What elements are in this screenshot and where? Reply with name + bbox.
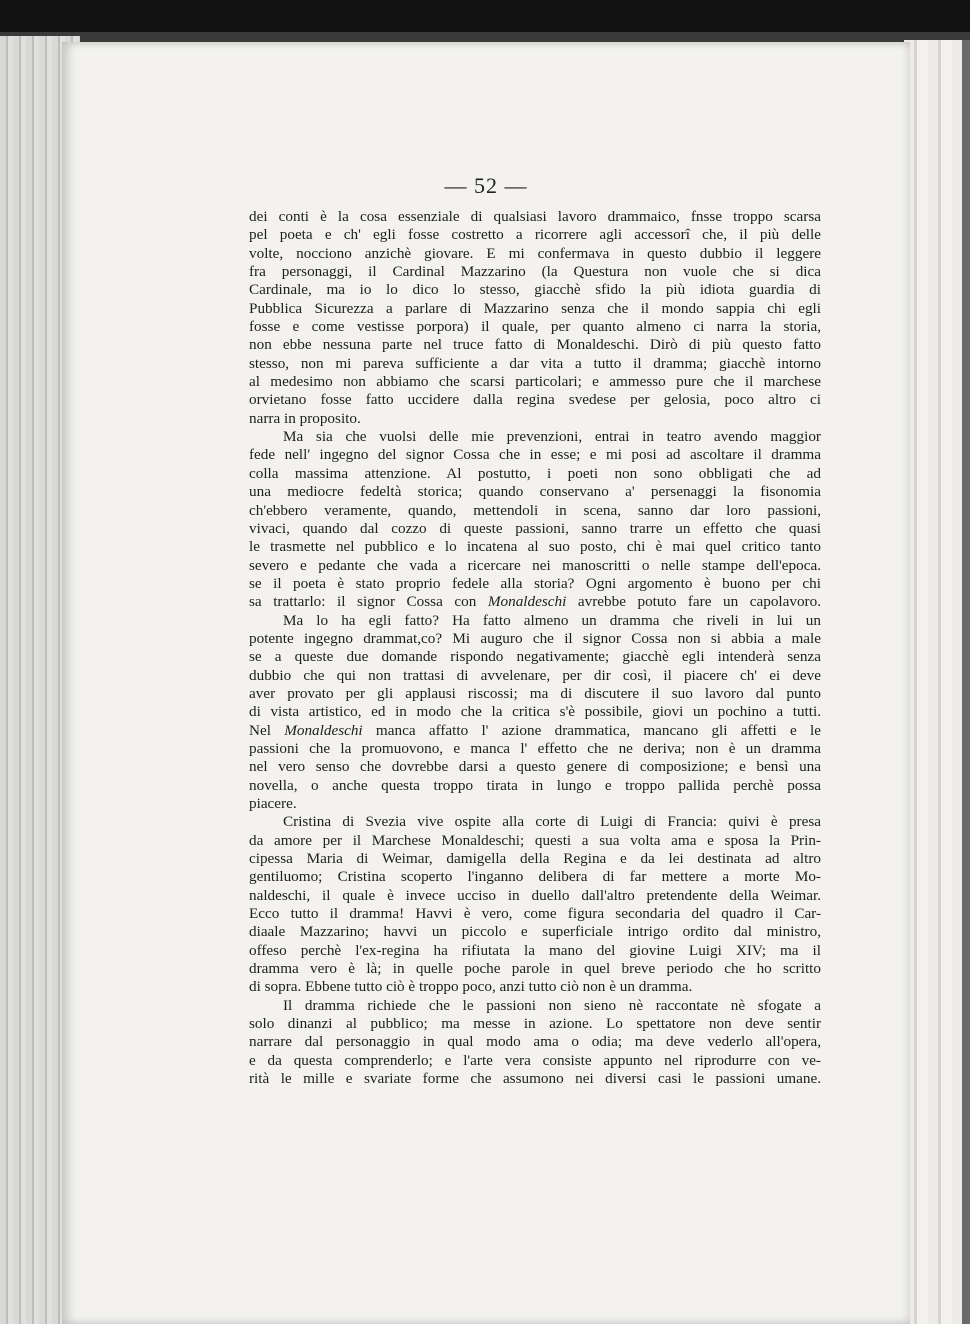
text-line: orvietano fosse fatto uccidere dalla regina svedese per gelosia, poco altro ci: [249, 391, 821, 409]
text-line: pel poeta e ch' egli fosse costretto a ricorrere agli accessorî che, il più delle: [249, 226, 821, 244]
text-line: stesso, non mi pareva sufficiente a dar vita a tutto il dramma; giacchè intorno: [249, 354, 821, 372]
text-line: Ma sia che vuolsi delle mie prevenzioni, entrai in teatro avendo maggior: [283, 428, 821, 446]
text-line: Pubblica Sicurezza a parlare di Mazzarino senza che il mondo sappia chi egli: [249, 299, 821, 317]
text-line: aver provato per gli applausi riscossi; ma di discutere il suo lavoro dal punto: [249, 684, 821, 702]
text-line: severo e pedante che vada a ricercare nei manoscritti o nelle stampe dell'epoca.: [249, 556, 821, 574]
page-number: — 52 —: [444, 173, 528, 198]
text-line: Cristina di Svezia vive ospite alla corte di Luigi di Francia: quivi è presa: [283, 813, 821, 831]
text-line: una mediocre fedeltà storica; quando conservano a' persenaggi la fisonomia: [249, 483, 821, 501]
scan-frame-right: [962, 40, 970, 1324]
text-line: Ecco tutto il dramma! Havvi è vero, come figura secondaria del quadro il Car-: [249, 905, 821, 923]
text-line: cipessa Maria di Weimar, damigella della Regina e da lei destinata ad altro: [249, 850, 821, 868]
text-line: colla massima attenzione. Al postutto, i poeti non sono obbligati che ad: [249, 464, 821, 482]
text-line: nel vero senso che dovrebbe darsi a questo genere di composizione; e bensì una: [249, 758, 821, 776]
text-line: dramma vero è là; in quelle poche parole in quel breve periodo che ho scritto: [249, 960, 821, 978]
text-line: diaale Mazzarino; havvi un piccolo e superficiale intrigo ordito dal ministro,: [249, 923, 821, 941]
text-line: narrare dal personaggio in qual modo ama o odia; ma deve vederlo all'opera,: [249, 1033, 821, 1051]
text-line: ch'ebbero veramente, quando, mettendoli in scena, sanno dar loro passioni,: [249, 501, 821, 519]
text-line: fosse e come vestisse porpora) il quale, per quanto almeno ci narra la storia,: [249, 318, 821, 336]
text-line: dei conti è la cosa essenziale di qualsiasi lavoro drammaico, fnsse troppo scarsa: [249, 208, 821, 225]
text-line: narra in proposito.: [249, 409, 361, 427]
text-line: offeso perchè l'ex-regina ha rifiutata la mano del giovine Luigi XIV; ma il: [249, 941, 821, 959]
text-line: solo dinanzi al pubblico; ma messe in azione. Lo spettatore non deve sentir: [249, 1015, 821, 1033]
text-line: passioni che la promuovono, e manca l' effetto che ne deriva; non è un dramma: [249, 739, 821, 757]
scan-frame-top: [0, 0, 970, 42]
text-line: di sopra. Ebbene tutto ciò è troppo poco, anzi tutto ciò non è un dramma.: [249, 978, 693, 996]
text-line: di vista artistico, ed in modo che la critica s'è possibile, giovi un pochino a tutti.: [249, 703, 821, 721]
text-line: le trasmette nel pubblico e lo incatena al suo posto, chi è mai quel critico tanto: [249, 538, 821, 556]
text-line: non ebbe nessuna parte nel truce fatto di Monaldeschi. Dirò di più questo fatto: [249, 336, 821, 354]
text-line: fede nell' ingegno del signor Cossa che in esse; e mi posi ad ascoltare il dramma: [249, 446, 821, 464]
text-line: volte, nocciono anzichè giovare. E mi confermava in questo dubbio il leggere: [249, 244, 821, 262]
text-line: vivaci, quando dal cozzo di queste passioni, sanno trarre un effetto che quasi: [249, 519, 821, 537]
text-line: piacere.: [249, 795, 297, 812]
text-line: se il poeta è stato proprio fedele alla storia? Ogni argomento è buono per chi: [249, 574, 821, 592]
text-line: sa trattarlo: il signor Cossa con Monaldeschi avrebbe potuto fare un capolavoro.: [249, 593, 822, 611]
text-line: se a queste due domande rispondo negativamente; giacchè egli intenderà senza: [249, 648, 821, 666]
text-line: da amore per il Marchese Monaldeschi; questi a sua volta ama e sposa la Prin-: [249, 831, 821, 849]
text-line: Cardinale, ma io lo dico lo stesso, giacchè sfido la più idiota guardia di: [249, 281, 821, 299]
text-line: naldeschi, il quale è invece ucciso in duello dall'altro pretendente della Weimar.: [249, 886, 821, 904]
text-line: novella, o anche questa troppo tirata in lungo e troppo pallida perchè possa: [249, 776, 821, 794]
text-line: Il dramma richiede che le passioni non sieno nè raccontate nè sfogate a: [283, 996, 821, 1014]
text-line: fra personaggi, il Cardinal Mazzarino (la Questura non vuole che si dica: [249, 263, 821, 281]
text-line: Nel Monaldeschi manca affatto l' azione drammatica, mancano gli affetti e le: [249, 721, 821, 739]
text-line: gentiluomo; Cristina scoperto l'inganno delibera di far mettere a morte Mo-: [249, 868, 821, 886]
text-line: e da questa comprenderlo; e l'arte vera consiste appunto nel riprodurre con ve-: [249, 1051, 821, 1069]
page-stack-right-edge: [904, 40, 970, 1324]
text-line: rità le mille e svariate forme che assumono nei diversi casi le passioni umane.: [249, 1070, 821, 1088]
text-line: al medesimo non abbiamo che scarsi particolari; e ammesso pure che il marchese: [249, 373, 821, 391]
book-page: [62, 42, 910, 1324]
text-line: dubbio che qui non trattasi di avvelenare, per dir così, il piacere ch' ei deve: [249, 666, 821, 684]
text-line: potente ingegno drammat,co? Mi auguro che il signor Cossa non si abbia a male: [249, 629, 821, 647]
body-text: [249, 208, 821, 1089]
text-line: Ma lo ha egli fatto? Ha fatto almeno un dramma che riveli in lui un: [283, 611, 821, 629]
